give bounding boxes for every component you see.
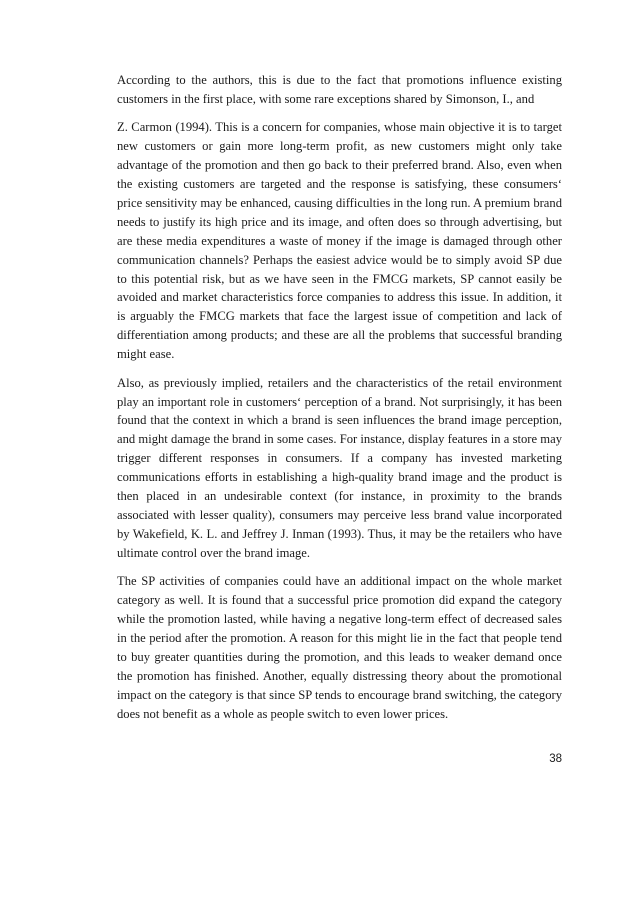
paragraph-1: According to the authors, this is due to the fact that promotions influence existing customers in the first place, with some rare exceptions shared by Simonson, I., and bbox=[117, 73, 562, 106]
paragraph-2: Z. Carmon (1994). This is a concern for companies, whose main objective it is to target new customers or gain more long-term profit, as new customers might only take advantage of the promotion and then go back to their preferred brand. Also, even when the existing customers are targeted and the response is satisfying, these consumers‘ price sensitivity may be enhanced, causing difficulties in the long run. A premium brand needs to justify its high price and its image, and often does so through advertising, but are these media expenditures a waste of money if the image is damaged through other communication channels? Perhaps the easiest advice would be to simply avoid SP due to this potential risk, but as we have seen in the FMCG markets, SP cannot easily be avoided and market characteristics force companies to address this issue. In addition, it is arguably the FMCG markets that face the largest issue of competition and lack of differentiation among products; and these are all the problems that successful branding might ease. bbox=[117, 120, 562, 362]
paragraph-3: Also, as previously implied, retailers and the characteristics of the retail environment play an important role in customers‘ perception of a brand. Not surprisingly, it has been found that the context in which a brand is seen influences the brand image perception, and might damage the brand in some cases. For instance, display features in a store may trigger different responses in consumers. If a company has invested marketing communications efforts in establishing a high-quality brand image and the product is then placed in an undesirable context (for instance, in proximity to the brands associated with lesser quality), consumers may perceive less brand value incorporated by Wakefield, K. L. and Jeffrey J. Inman (1993). Thus, it may be the retailers who have ultimate control over the brand image. bbox=[117, 375, 562, 560]
paragraph-4: The SP activities of companies could have an additional impact on the whole market category as well. It is found that a successful price promotion did expand the category while the promotion lasted, while having a negative long-term effect of decreased sales in the period after the promotion. A reason for this might lie in the fact that people tend to buy greater quantities during the promotion, and this leads to weaker demand once the promotion has finished. Another, equally distressing theory about the promotional impact on the category is that since SP tends to encourage brand switching, the category does not benefit as a whole as people switch to even lower prices. bbox=[117, 574, 562, 721]
body-text bbox=[117, 71, 562, 733]
page-number: 38 bbox=[549, 753, 562, 765]
